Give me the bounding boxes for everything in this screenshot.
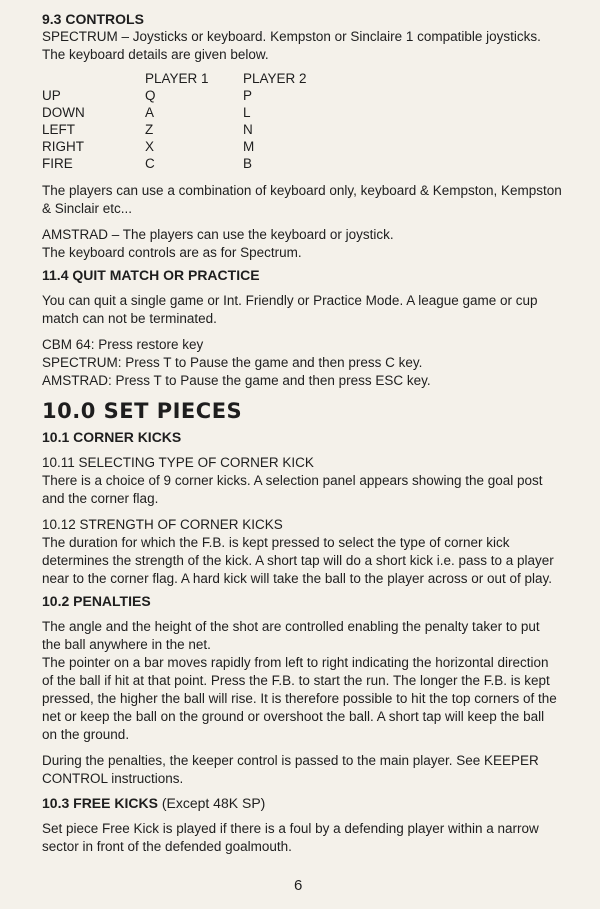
quit-cbm: CBM 64: Press restore key <box>42 337 204 352</box>
table-row <box>42 138 307 155</box>
table-cell: LEFT <box>42 122 76 137</box>
amstrad-line-1: AMSTRAD – The players can use the keyboard or joystick. <box>42 227 394 242</box>
table-cell: Z <box>145 122 154 137</box>
controls-intro: SPECTRUM – Joysticks or keyboard. Kempston or Sinclaire 1 compatible joysticks. The keyboard details are given below. <box>42 29 541 62</box>
controls-combo-text: The players can use a combination of keyboard only, keyboard & Kempston, Kempston & Sinclair etc... <box>42 183 562 216</box>
table-cell: UP <box>42 88 61 103</box>
quit-heading: 11.4 QUIT MATCH OR PRACTICE <box>42 267 260 283</box>
table-row <box>42 104 307 121</box>
penalties-p1: The angle and the height of the shot are controlled enabling the penalty taker to put the ball anywhere in the net. <box>42 619 540 652</box>
penalties-p2: The pointer on a bar moves rapidly from left to right indicating the horizontal direction of the ball if hit at that point. Press the F.B. to start the run. The longer the F.B. is kept pressed, the higher the ball will rise. It is therefore possible to hit the top corners of the net or keep the ball on the ground or overshoot the ball. A short tap will keep the ball on the ground. <box>42 655 557 742</box>
table-cell: Q <box>145 88 156 103</box>
free-kicks-heading-title: 10.3 FREE KICKS <box>42 795 158 811</box>
table-cell: A <box>145 105 155 120</box>
table-row <box>42 155 307 172</box>
amstrad-line-2: The keyboard controls are as for Spectrum. <box>42 245 302 260</box>
table-row <box>42 87 307 104</box>
table-cell: DOWN <box>42 105 85 120</box>
table-cell: L <box>243 105 251 120</box>
controls-heading: 9.3 CONTROLS <box>42 11 144 27</box>
quit-amstrad: AMSTRAD: Press T to Pause the game and then press ESC key. <box>42 373 431 388</box>
corner-sub1-text: There is a choice of 9 corner kicks. A selection panel appears showing the goal post and the corner flag. <box>42 473 543 506</box>
table-row <box>42 121 307 138</box>
corner-sub2-text: The duration for which the F.B. is kept pressed to select the type of corner kick determines the strength of the kick. A short tap will do a short kick i.e. pass to a player near to the corner flag. A hard kick will take the ball to the player across or out of play. <box>42 535 554 586</box>
page-number: 6 <box>294 877 303 894</box>
table-cell: N <box>243 122 253 137</box>
table-cell: X <box>145 139 155 154</box>
table-cell: M <box>243 139 255 154</box>
table-cell: P <box>243 88 253 103</box>
keyboard-table-header <box>42 70 307 87</box>
quit-text: You can quit a single game or Int. Friendly or Practice Mode. A league game or cup match can not be terminated. <box>42 293 538 326</box>
free-kicks-heading-note: (Except 48K SP) <box>157 795 266 811</box>
table-cell: RIGHT <box>42 139 84 154</box>
free-kicks-heading <box>42 794 562 812</box>
set-pieces-heading: 10.0 SET PIECES <box>42 399 243 423</box>
quit-spectrum: SPECTRUM: Press T to Pause the game and then press C key. <box>42 355 423 370</box>
table-cell: B <box>243 156 253 171</box>
table-header-cell <box>42 70 145 87</box>
table-header-cell: PLAYER 2 <box>243 71 307 86</box>
corner-sub2-title: 10.12 STRENGTH OF CORNER KICKS <box>42 517 283 532</box>
keyboard-table <box>42 70 307 172</box>
manual-page <box>42 10 562 856</box>
corner-sub1-title: 10.11 SELECTING TYPE OF CORNER KICK <box>42 455 314 470</box>
table-cell: FIRE <box>42 156 73 171</box>
penalties-p3: During the penalties, the keeper control is passed to the main player. See KEEPER CONTROL instructions. <box>42 753 539 786</box>
penalties-heading: 10.2 PENALTIES <box>42 593 151 609</box>
table-header-cell: PLAYER 1 <box>145 71 209 86</box>
free-kicks-text: Set piece Free Kick is played if there is a foul by a defending player within a narrow sector in front of the defended goalmouth. <box>42 821 539 854</box>
corner-kicks-heading: 10.1 CORNER KICKS <box>42 429 182 445</box>
table-cell: C <box>145 156 155 171</box>
